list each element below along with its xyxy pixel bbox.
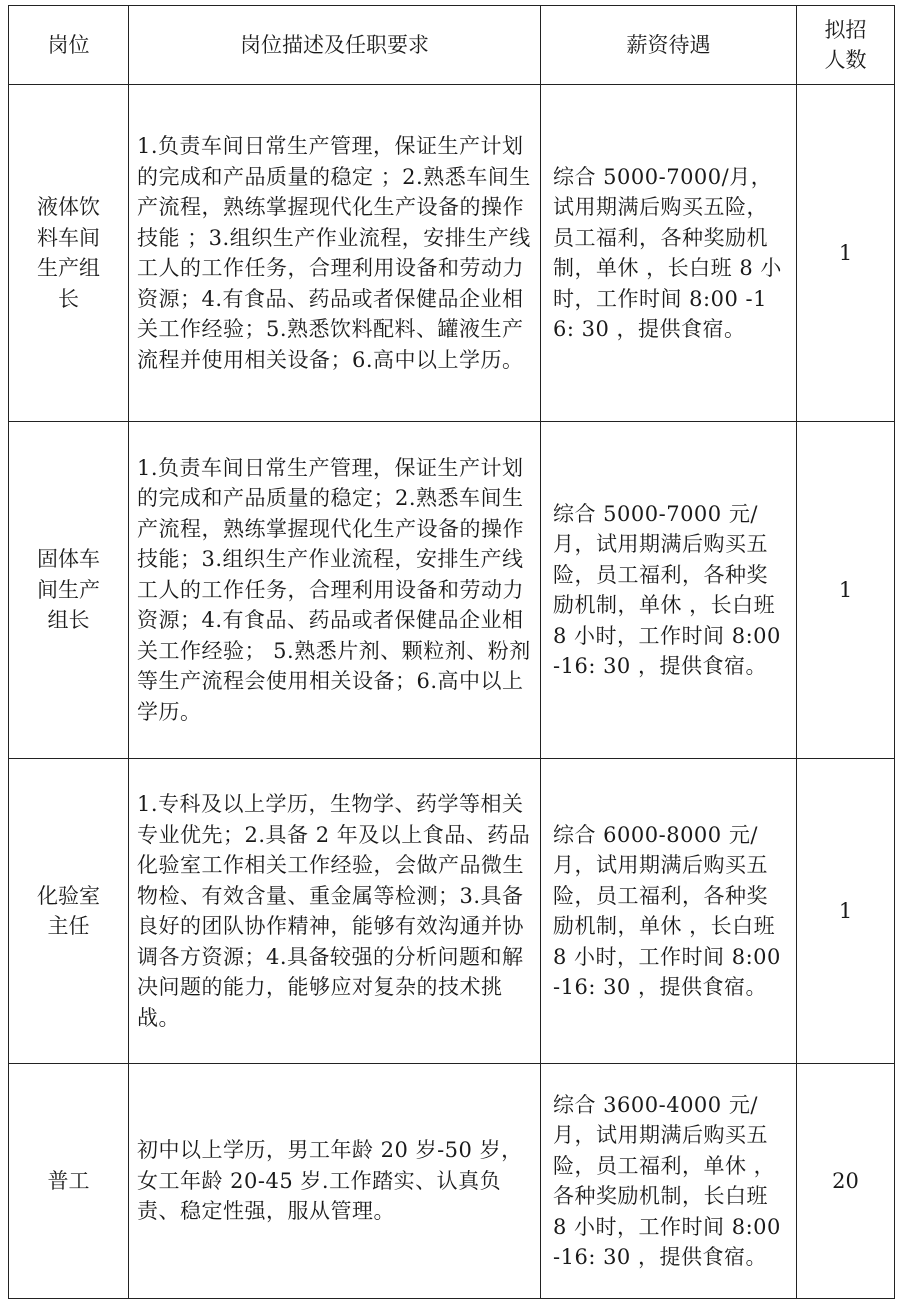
table-row: [9, 1064, 895, 1299]
salary-cell: 综合 5000-7000/月，试用期满后购买五险，员工福利，各种奖励机制，单休 ，长白班 8 小时，工作时间 8:00 -16: 30 ，提供食宿。: [541, 85, 797, 422]
table-row: [9, 85, 895, 422]
position-cell: 化验室主任: [9, 759, 129, 1064]
header-description: 岗位描述及任职要求: [129, 6, 541, 85]
description-cell: 1.专科及以上学历，生物学、药学等相关专业优先；2.具备 2 年及以上食品、药品化验室工作相关工作经验，会做产品微生物检、有效含量、重金属等检测；3.具备良好的团队协作精神，能够有效沟通并协调各方资源；4.具备较强的分析问题和解决问题的能力，能够应对复杂的技术挑战。: [129, 759, 541, 1064]
headcount-cell: 1: [797, 85, 895, 422]
position-cell: 液体饮料车间生产组长: [9, 85, 129, 422]
position-cell: 普工: [9, 1064, 129, 1299]
table-row: [9, 422, 895, 759]
description-cell: 1.负责车间日常生产管理，保证生产计划的完成和产品质量的稳定；2.熟悉车间生产流程，熟练掌握现代化生产设备的操作技能；3.组织生产作业流程，安排生产线工人的工作任务，合理利用设备和劳动力资源；4.有食品、药品或者保健品企业相关工作经验； 5.熟悉片剂、颗粒剂、粉剂等生产流程会使用相关设备；6.高中以上学历。: [129, 422, 541, 759]
table-row: [9, 759, 895, 1064]
salary-cell: 综合 3600-4000 元/月，试用期满后购买五险，员工福利，单休 ，各种奖励机制，长白班 8 小时，工作时间 8:00 -16: 30 ，提供食宿。: [541, 1064, 797, 1299]
header-row: [9, 6, 895, 85]
description-cell: 初中以上学历，男工年龄 20 岁-50 岁，女工年龄 20-45 岁.工作踏实、认真负责、稳定性强，服从管理。: [129, 1064, 541, 1299]
salary-cell: 综合 5000-7000 元/月，试用期满后购买五险，员工福利，各种奖励机制，单休 ，长白班 8 小时，工作时间 8:00 -16: 30 ，提供食宿。: [541, 422, 797, 759]
recruitment-table: [8, 5, 895, 1299]
headcount-cell: 1: [797, 422, 895, 759]
header-salary: 薪资待遇: [541, 6, 797, 85]
salary-cell: 综合 6000-8000 元/月，试用期满后购买五险，员工福利，各种奖励机制，单休 ，长白班 8 小时，工作时间 8:00 -16: 30 ，提供食宿。: [541, 759, 797, 1064]
header-headcount: 拟招人数: [797, 6, 895, 85]
description-cell: 1.负责车间日常生产管理，保证生产计划的完成和产品质量的稳定 ；2.熟悉车间生产流程，熟练掌握现代化生产设备的操作技能 ；3.组织生产作业流程，安排生产线工人的工作任务，合理利用设备和劳动力资源；4.有食品、药品或者保健品企业相关工作经验；5.熟悉饮料配料、罐液生产流程并使用相关设备；6.高中以上学历。: [129, 85, 541, 422]
headcount-cell: 20: [797, 1064, 895, 1299]
position-cell: 固体车间生产组长: [9, 422, 129, 759]
headcount-cell: 1: [797, 759, 895, 1064]
header-position: 岗位: [9, 6, 129, 85]
